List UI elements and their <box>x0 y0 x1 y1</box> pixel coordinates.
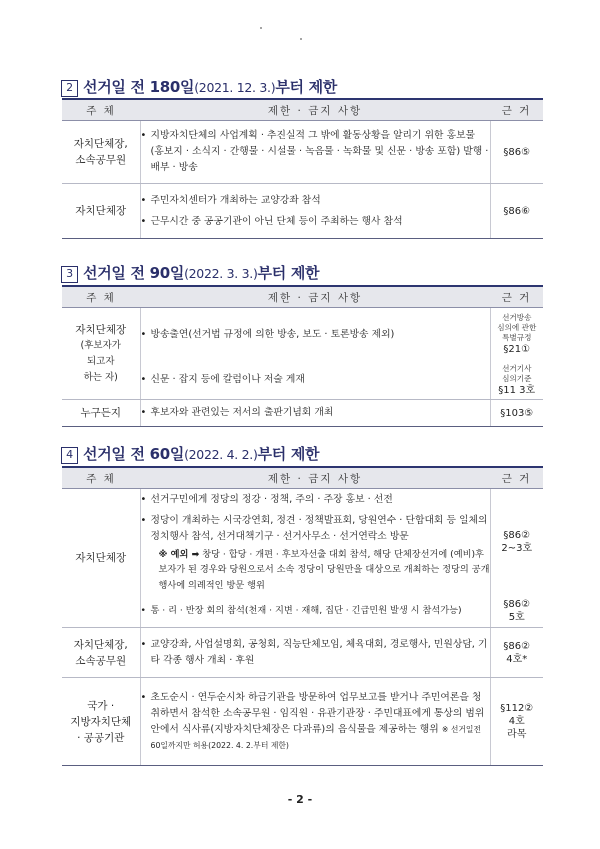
list-item: • 교양강좌, 사업설명회, 공청회, 직능단체모임, 체육대회, 경로행사, 민원상담, 기타 각종 행사 개최 · 후원 <box>140 638 488 666</box>
table-row <box>62 400 543 427</box>
list-item: • 초도순시 · 연두순시차 하급기관을 방문하여 업무보고를 받거나 주민여론을 청취하면서 참석한 소속공무원 · 임직원 · 유관기관장 · 주민대표에게 통상의 범위 안에서 식사류(지방자치단체장은 다과류)의 음식물을 제공하는 행위 ※ 선거일전 60일까지만 허용(2022. 4. 2.부터 제한) <box>140 691 485 750</box>
list-item: • 통 · 리 · 반장 회의 참석(천재 · 지변 · 재해, 집단 · 긴급민원 발생 시 참석가능) <box>140 605 462 617</box>
content-cell <box>140 184 490 239</box>
exception-note: ※ 예외 ➡ 창당 · 합당 · 개편 · 후보자선출 대회 참석, 해당 단체장선거에 (예비)후보자가 된 경우와 당원으로서 소속 정당이 당원만을 대상으로 개최하는 정당의 공개행사에 의례적인 방문 행위 <box>158 548 490 591</box>
section-number: 3 <box>61 266 78 283</box>
section-title-180-days: 2 선거일 전 180일(2021. 12. 3.)부터 제한 <box>61 76 337 97</box>
subject-cell: 누구든지 <box>62 400 140 427</box>
scan-speck <box>300 38 302 40</box>
table-180-days <box>62 98 543 239</box>
basis-cell: §86② 4호* <box>490 628 543 678</box>
basis-cell: §86② 2~3호 <box>501 530 533 555</box>
table-header-row <box>62 286 543 308</box>
header-content: 제한 · 금지 사항 <box>140 99 490 121</box>
header-subject: 주 체 <box>62 286 140 308</box>
table-row <box>62 678 543 766</box>
list-item: • 후보자와 관련있는 저서의 출판기념회 개최 <box>140 407 334 418</box>
list-item: • 지방자치단체의 사업계획 · 추진실적 그 밖에 활동상황을 알리기 위한 홍보물 (홍보지 · 소식지 · 간행물 · 시설물 · 녹음물 · 녹화물 및 신문 · 방송 포함) 발행 · 배부 · 방송 <box>140 130 489 173</box>
subject-cell: 자치단체장, 소속공무원 <box>62 121 140 184</box>
table-row <box>62 308 543 362</box>
basis-cell: 선거방송 심의에 관한 특별규정 §21① <box>497 313 537 356</box>
section-number: 4 <box>61 447 78 464</box>
subject-cell: 국가 · 지방자치단체 · 공공기관 <box>62 678 140 766</box>
subject-cell: 자치단체장, 소속공무원 <box>62 628 140 678</box>
content-cell <box>140 308 490 362</box>
page-number: - 2 - <box>287 793 313 806</box>
content-cell <box>140 678 490 766</box>
basis-cell: §86② 5호 <box>490 596 543 628</box>
scan-speck <box>260 27 262 29</box>
content-cell <box>140 489 490 596</box>
table-header-row <box>62 99 543 121</box>
content-cell <box>140 596 490 628</box>
header-basis: 근 거 <box>490 286 543 308</box>
basis-cell: §86⑥ <box>490 184 543 239</box>
table-row <box>62 121 543 184</box>
header-content: 제한 · 금지 사항 <box>140 286 490 308</box>
basis-cell: 선거기사 심의기준 §11 3호 <box>490 362 543 400</box>
subject-cell: 자치단체장 (후보자가 되고자 하는 자) <box>62 308 140 400</box>
list-item: • 주민자치센터가 개최하는 교양강좌 참석 <box>140 194 321 206</box>
basis-cell: §112② 4호 라목 <box>490 678 543 766</box>
section-number: 2 <box>61 80 78 97</box>
section-title-60-days: 4 선거일 전 60일(2022. 4. 2.)부터 제한 <box>61 443 319 464</box>
table-90-days <box>62 285 543 427</box>
section-title-90-days: 3 선거일 전 90일(2022. 3. 3.)부터 제한 <box>61 262 319 283</box>
content-cell <box>140 628 490 678</box>
list-item: • 신문 · 잡지 등에 칼럼이나 저술 게재 <box>140 374 305 386</box>
list-item: • 선거구민에게 정당의 정강 · 정책, 주의 · 주장 홍보 · 선전 <box>140 493 393 505</box>
header-subject: 주 체 <box>62 99 140 121</box>
header-basis: 근 거 <box>490 99 543 121</box>
list-item: • 근무시간 중 공공기관이 아닌 단체 등이 주최하는 행사 참석 <box>140 215 403 227</box>
content-cell <box>140 362 490 400</box>
list-item: • 방송출연(선거법 규정에 의한 방송, 보도 · 토론방송 제외) <box>140 328 395 340</box>
header-basis: 근 거 <box>490 467 543 489</box>
list-item: • 정당이 개최하는 시국강연회, 정견 · 정책발표회, 당원연수 · 단합대회 등 일체의 정치행사 참석, 선거대책기구 · 선거사무소 · 선거연락소 방문 <box>140 514 488 542</box>
table-60-days <box>62 466 543 766</box>
header-subject: 주 체 <box>62 467 140 489</box>
table-header-row <box>62 467 543 489</box>
basis-cell: §86⑤ <box>490 121 543 184</box>
footnote: ※ 선거일전 60일까지만 허용(2022. 4. 2.부터 제한) <box>150 724 481 750</box>
table-row <box>62 489 543 596</box>
content-cell <box>140 400 490 427</box>
table-row <box>62 184 543 239</box>
table-row <box>62 628 543 678</box>
subject-cell: 자치단체장 <box>62 489 140 628</box>
header-content: 제한 · 금지 사항 <box>140 467 490 489</box>
basis-cell: §103⑤ <box>490 400 543 427</box>
subject-cell: 자치단체장 <box>62 184 140 239</box>
content-cell <box>140 121 490 184</box>
